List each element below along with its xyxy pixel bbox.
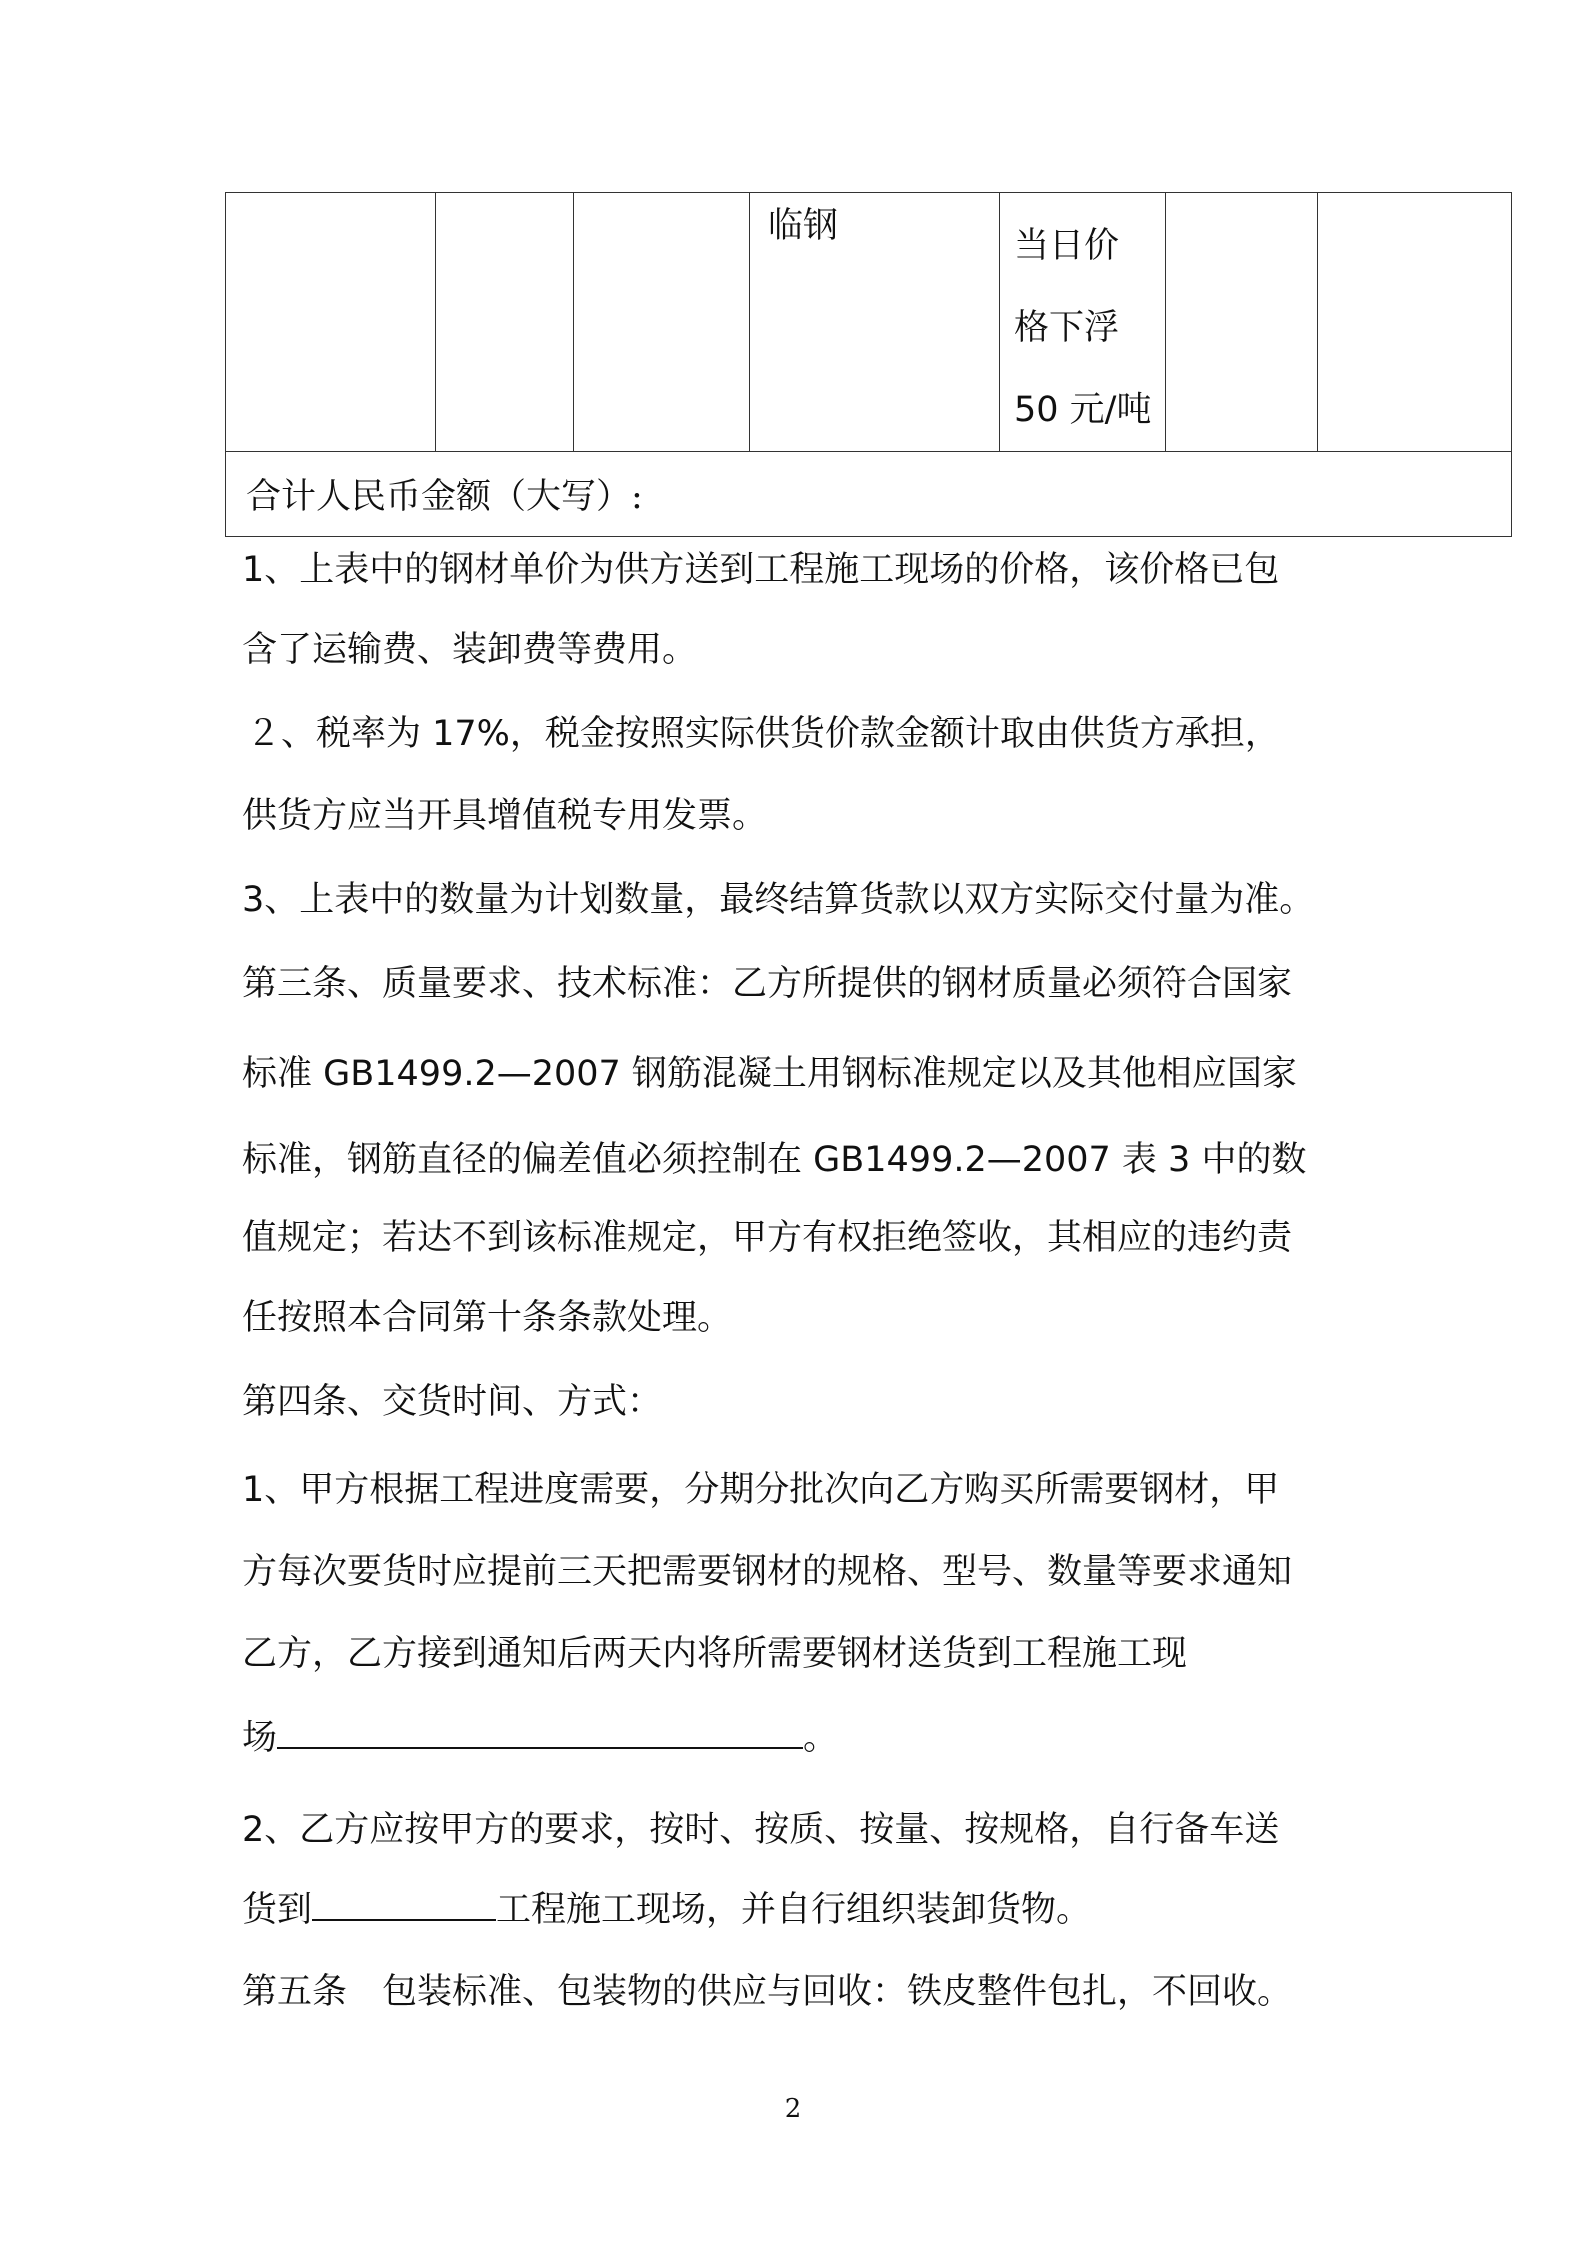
clause-1-line-2: 含了运输费、装卸费等费用。: [242, 630, 698, 670]
table-cell-price: [1000, 193, 1166, 452]
article-4-item-1-line-3: 乙方，乙方接到通知后两天内将所需要钢材送货到工程施工现: [242, 1634, 1188, 1674]
clause-3-line: 3、上表中的数量为计划数量，最终结算货款以双方实际交付量为准。: [242, 880, 1315, 920]
clause-2-line-2: 供货方应当开具增值税专用发票。: [242, 796, 768, 836]
text-fragment: 工程施工现场，并自行组织装卸货物。: [496, 1890, 1092, 1930]
goods-table: [225, 192, 1512, 537]
table-cell: [574, 193, 750, 452]
table-cell: [1318, 193, 1512, 452]
table-cell: [436, 193, 574, 452]
article-5-line: 第五条 包装标准、包装物的供应与回收：铁皮整件包扎，不回收。: [242, 1972, 1293, 2012]
project-name-blank: [312, 1889, 496, 1921]
table-cell: [226, 193, 436, 452]
page-number: 2: [784, 2094, 802, 2124]
table-cell: [1166, 193, 1318, 452]
article-4-item-1-line-2: 方每次要货时应提前三天把需要钢材的规格、型号、数量等要求通知: [242, 1552, 1293, 1592]
article-4-heading: 第四条、交货时间、方式：: [242, 1382, 663, 1422]
article-3-line-2: 标准 GB1499.2—2007 钢筋混凝土用钢标准规定以及其他相应国家: [242, 1054, 1297, 1094]
supplier-name: 临钢: [768, 206, 839, 246]
article-3-line-5: 任按照本合同第十条条款处理。: [242, 1298, 733, 1338]
clause-2-line-1: ２、税率为 17%，税金按照实际供货价款金额计取由供货方承担，: [246, 714, 1280, 754]
delivery-site-blank: [277, 1717, 803, 1749]
article-3-line-3: 标准，钢筋直径的偏差值必须控制在 GB1499.2—2007 表 3 中的数: [242, 1140, 1307, 1180]
text-fragment: 货到: [242, 1890, 313, 1930]
price-line: 50 元/吨: [1014, 390, 1152, 430]
clause-1-line-1: 1、上表中的钢材单价为供方送到工程施工现场的价格，该价格已包: [242, 550, 1280, 590]
article-4-item-1-line-1: 1、甲方根据工程进度需要，分期分批次向乙方购买所需要钢材，甲: [242, 1470, 1280, 1510]
article-4-item-1-line-4: [242, 1716, 838, 1760]
table-cell-supplier: [750, 193, 1000, 452]
total-amount-label: 合计人民币金额（大写）:: [226, 452, 1512, 537]
table-row: [226, 193, 1512, 452]
article-4-item-2-line-2: [242, 1888, 1091, 1932]
price-line: 当日价: [1014, 226, 1120, 266]
text-fragment: 场: [242, 1718, 278, 1758]
article-3-line-1: 第三条、质量要求、技术标准：乙方所提供的钢材质量必须符合国家: [242, 964, 1293, 1004]
price-line: 格下浮: [1014, 308, 1120, 348]
article-4-item-2-line-1: 2、乙方应按甲方的要求，按时、按质、按量、按规格，自行备车送: [242, 1810, 1280, 1850]
article-3-line-4: 值规定；若达不到该标准规定，甲方有权拒绝签收，其相应的违约责: [242, 1218, 1293, 1258]
total-row: [226, 452, 1512, 537]
text-fragment: 。: [803, 1718, 839, 1758]
